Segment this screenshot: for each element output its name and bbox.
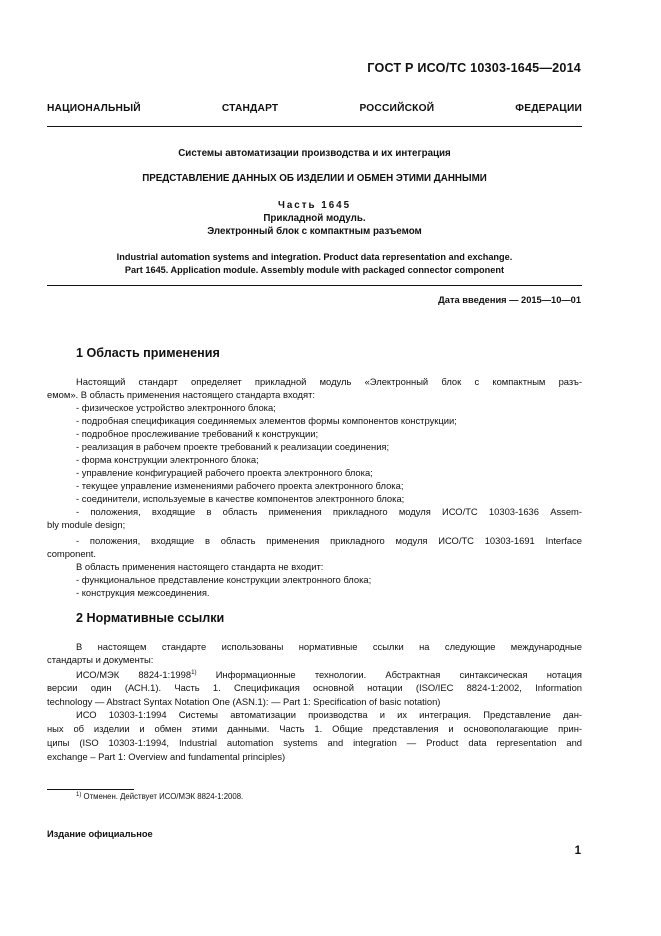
excluded-item: - функциональное представление конструкции электронного блока; bbox=[76, 574, 372, 585]
reference-1-title: Информационные технологии. Абстрактная синтаксическая нотация bbox=[196, 669, 582, 680]
excluded-intro: В область применения настоящего стандарта не входит: bbox=[76, 561, 324, 572]
reference-2-line-1: ИСО 10303-1:1994 Системы автоматизации производства и их интеграция. Представление дан- bbox=[76, 709, 582, 720]
reference-2-line-4: exchange – Part 1: Overview and fundamental principles) bbox=[47, 751, 286, 762]
reference-1-line-2: версии один (АСН.1). Часть 1. Спецификация основной нотации (ISO/IEC 8824-1:2002, Information bbox=[47, 682, 582, 693]
reference-2-line-2: ных об изделии и обмен этими данными. Часть 1. Общие представления и основополагающие прин- bbox=[47, 723, 582, 734]
scope-item: - реализация в рабочем проекте требований к реализации соединения; bbox=[76, 441, 390, 452]
main-title: ПРЕДСТАВЛЕНИЕ ДАННЫХ ОБ ИЗДЕЛИИ И ОБМЕН ЭТИМИ ДАННЫМИ bbox=[142, 173, 487, 184]
footnote-number: 1) bbox=[76, 792, 82, 798]
excluded-item: - конструкция межсоединения. bbox=[76, 587, 210, 598]
scope-item: - текущее управление изменениями рабочего проекта электронного блока; bbox=[76, 480, 404, 491]
standard-number: ГОСТ Р ИСО/ТС 10303-1645—2014 bbox=[367, 61, 581, 75]
scope-item-1636-line-1: - положения, входящие в область применения прикладного модуля ИСО/ТС 10303-1636 Assem- bbox=[76, 506, 582, 517]
page-number: 1 bbox=[574, 845, 581, 857]
scope-item-1691-line-1: - положения, входящие в область применения прикладного модуля ИСО/ТС 10303-1691 Interface bbox=[76, 535, 582, 546]
footnote-text: Отменен. Действует ИСО/МЭК 8824-1:2008. bbox=[81, 792, 244, 801]
reference-1-line-1 bbox=[47, 667, 582, 682]
english-title-line-2: Part 1645. Application module. Assembly module with packaged connector component bbox=[124, 265, 505, 275]
introduction-date: Дата введения — 2015—10—01 bbox=[438, 295, 581, 305]
module-name: Электронный блок с компактным разъемом bbox=[207, 226, 422, 237]
title-rule bbox=[47, 285, 582, 286]
header-rule bbox=[47, 126, 582, 127]
scope-item-1691-line-2: component. bbox=[47, 548, 96, 559]
section-1-intro-line-2: емом». В область применения настоящего стандарта входят: bbox=[47, 389, 315, 400]
scope-item: - форма конструкции электронного блока; bbox=[76, 454, 259, 465]
part-label: Часть 1645 bbox=[277, 200, 352, 211]
reference-1-code: ИСО/МЭК 8824-1:1998 bbox=[76, 669, 192, 680]
series-title: Системы автоматизации производства и их интеграция bbox=[178, 148, 451, 159]
section-1-heading: 1 Область применения bbox=[76, 346, 220, 360]
footnote-marker: 1) bbox=[191, 669, 197, 676]
section-1-intro-line-1: Настоящий стандарт определяет прикладной модуль «Электронный блок с компактным разъ- bbox=[76, 376, 582, 387]
official-edition-label: Издание официальное bbox=[47, 829, 153, 839]
scope-item: - соединители, используемые в качестве компонентов электронного блока; bbox=[76, 493, 405, 504]
footnote-rule bbox=[47, 789, 134, 790]
footnote bbox=[76, 792, 243, 801]
scope-item-1636-line-2: bly module design; bbox=[47, 519, 126, 530]
scope-item: - подробная спецификация соединяемых элементов формы компонентов конструкции; bbox=[76, 415, 457, 426]
scope-item: - управление конфигурацией рабочего проекта электронного блока; bbox=[76, 467, 373, 478]
english-title-line-1: Industrial automation systems and integration. Product data representation and exchange. bbox=[116, 252, 513, 262]
reference-2-line-3: ципы (ISO 10303-1:1994, Industrial automation systems and integration — Product data representation and bbox=[47, 737, 582, 748]
module-label: Прикладной модуль. bbox=[263, 213, 366, 224]
national-standard-banner: НАЦИОНАЛЬНЫЙ СТАНДАРТ РОССИЙСКОЙ ФЕДЕРАЦИИ bbox=[47, 103, 582, 114]
section-2-intro-line-2: стандарты и документы: bbox=[47, 654, 154, 665]
reference-1-line-3: technology — Abstract Syntax Notation One (ASN.1): — Part 1: Specification of basic notation) bbox=[47, 696, 441, 707]
section-2-intro-line-1: В настоящем стандарте использованы нормативные ссылки на следующие международные bbox=[76, 641, 582, 652]
scope-item: - подробное прослеживание требований к конструкции; bbox=[76, 428, 319, 439]
scope-item: - физическое устройство электронного блока; bbox=[76, 402, 276, 413]
section-2-heading: 2 Нормативные ссылки bbox=[76, 611, 225, 625]
